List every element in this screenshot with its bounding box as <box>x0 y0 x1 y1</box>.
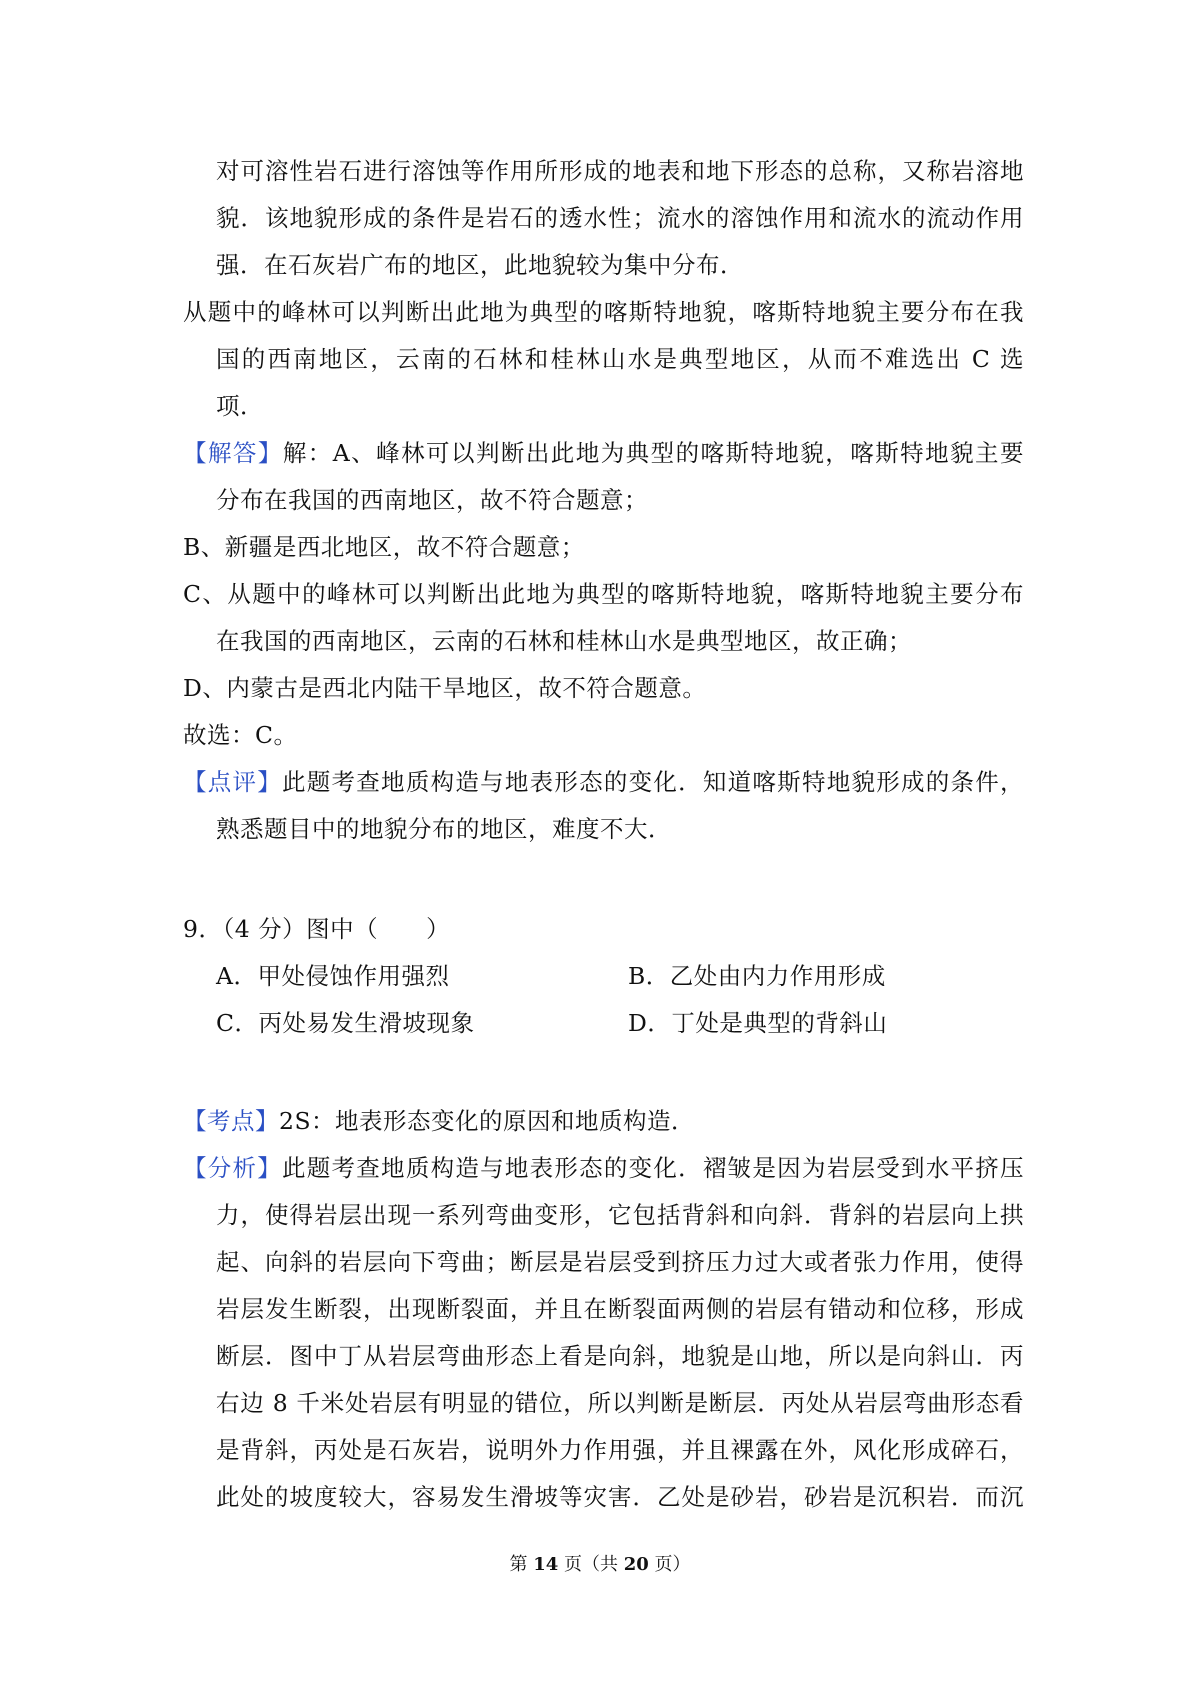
analysis-line-6: 右边 8 千米处岩层有明显的错位，所以判断是断层．丙处从岩层弯曲形态看 <box>216 1389 1024 1417</box>
comment-text: 此题考查地质构造与地表形态的变化．知道喀斯特地貌形成的条件， <box>282 768 1025 796</box>
analysis-line-2: 力，使得岩层出现一系列弯曲变形，它包括背斜和向斜．背斜的岩层向上拱 <box>216 1201 1024 1229</box>
answer-line-5: 在我国的西南地区，云南的石林和桂林山水是典型地区，故正确； <box>216 627 912 655</box>
answer-line-4: C、从题中的峰林可以判断出此地为典型的喀斯特地貌，喀斯特地貌主要分布 <box>183 580 1024 608</box>
analysis-line-1 <box>183 1153 1024 1183</box>
analysis-line-3: 起、向斜的岩层向下弯曲；断层是岩层受到挤压力过大或者张力作用，使得 <box>216 1248 1024 1276</box>
explanation-line-6: 项． <box>216 392 264 420</box>
answer-text: 解：A、峰林可以判断出此地为典型的喀斯特地貌，喀斯特地貌主要 <box>282 439 1024 467</box>
footer-middle: 页（共 <box>564 1554 618 1575</box>
footer-page-number: 14 <box>533 1554 559 1575</box>
explanation-line-4: 从题中的峰林可以判断出此地为典型的喀斯特地貌，喀斯特地貌主要分布在我 <box>183 298 1024 326</box>
explanation-line-5: 国的西南地区，云南的石林和桂林山水是典型地区，从而不难选出 C 选 <box>216 345 1024 373</box>
knowledge-line <box>183 1106 695 1136</box>
analysis-line-7: 是背斜，丙处是石灰岩，说明外力作用强，并且裸露在外，风化形成碎石， <box>216 1436 1024 1464</box>
footer-suffix: 页） <box>654 1554 691 1575</box>
footer-total-pages: 20 <box>623 1554 649 1575</box>
option-c: C．丙处易发生滑坡现象 <box>216 1009 475 1037</box>
answer-tag: 【解答】 <box>183 439 283 467</box>
explanation-line-1: 对可溶性岩石进行溶蚀等作用所形成的地表和地下形态的总称，又称岩溶地 <box>216 157 1024 185</box>
answer-line-6: D、内蒙古是西北内陆干旱地区，故不符合题意。 <box>183 674 707 702</box>
option-d: D．丁处是典型的背斜山 <box>628 1009 888 1037</box>
knowledge-text: 2S：地表形态变化的原因和地质构造． <box>279 1107 696 1135</box>
analysis-line-8: 此处的坡度较大，容易发生滑坡等灾害．乙处是砂岩，砂岩是沉积岩．而沉 <box>216 1483 1024 1511</box>
explanation-line-3: 强．在石灰岩广布的地区，此地貌较为集中分布． <box>216 251 744 279</box>
answer-line-1 <box>183 438 1024 468</box>
answer-line-7: 故选：C。 <box>183 721 298 749</box>
analysis-line-4: 岩层发生断裂，出现断裂面，并且在断裂面两侧的岩层有错动和位移，形成 <box>216 1295 1024 1323</box>
explanation-line-2: 貌．该地貌形成的条件是岩石的透水性；流水的溶蚀作用和流水的流动作用 <box>216 204 1024 232</box>
comment-line-1 <box>183 767 1024 797</box>
analysis-line-5: 断层．图中丁从岩层弯曲形态上看是向斜，地貌是山地，所以是向斜山．丙 <box>216 1342 1024 1370</box>
answer-line-2: 分布在我国的西南地区，故不符合题意； <box>216 486 648 514</box>
answer-line-3: B、新疆是西北地区，故不符合题意； <box>183 533 585 561</box>
analysis-tag: 【分析】 <box>183 1154 283 1182</box>
question-9-stem: 9．（4 分）图中（ ） <box>183 915 451 943</box>
option-b: B．乙处由内力作用形成 <box>628 962 886 990</box>
footer-prefix: 第 <box>509 1554 528 1575</box>
page-footer <box>0 1553 1200 1577</box>
option-a: A．甲处侵蚀作用强烈 <box>216 962 450 990</box>
comment-tag: 【点评】 <box>183 768 283 796</box>
comment-line-2: 熟悉题目中的地貌分布的地区，难度不大． <box>216 815 672 843</box>
knowledge-tag: 【考点】 <box>183 1107 279 1135</box>
analysis-text: 此题考查地质构造与地表形态的变化．褶皱是因为岩层受到水平挤压 <box>282 1154 1025 1182</box>
